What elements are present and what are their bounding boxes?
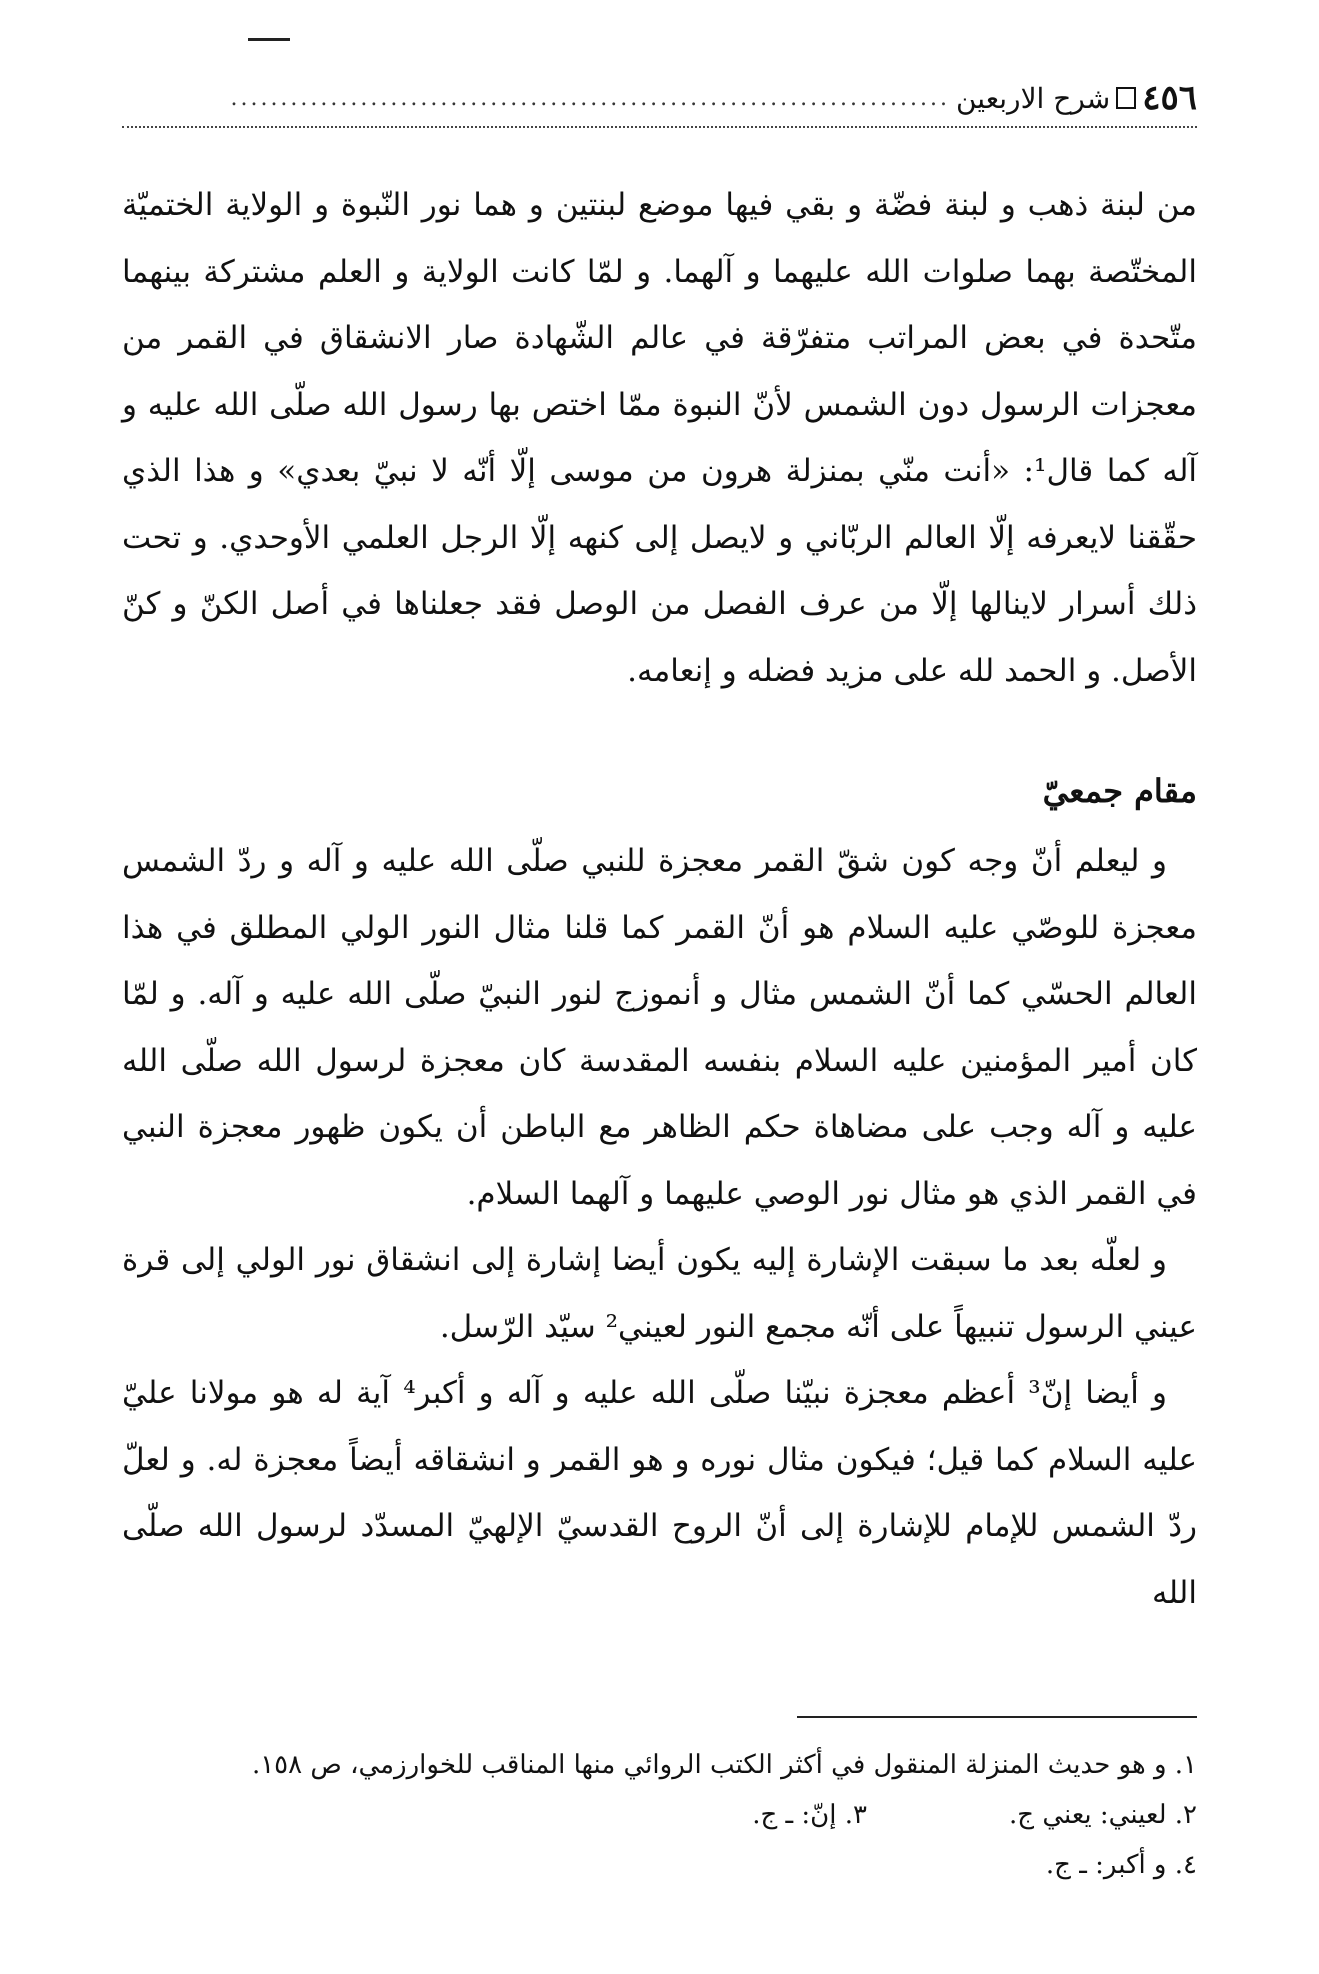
footnote-row (122, 1790, 1197, 1840)
footnote-4: ٤. و أكبر: ـ ج. (1045, 1850, 1197, 1880)
top-mark (248, 38, 290, 41)
header-dots: ........................................................................ (230, 85, 950, 111)
paragraph-3: و لعلّه بعد ما سبقت الإشارة إليه يكون أيضا إشارة إلى انشقاق نور الولي إلى قرة عيني الرسول تنبيهاً على أنّه مجمع النور لعيني² سيّد الرّسل. (122, 1242, 1197, 1345)
header-rule (122, 126, 1197, 128)
footnote-2: ٢. لعيني: يعني ج. (1009, 1800, 1197, 1830)
section-heading: مقام جمعيّ (1042, 772, 1197, 810)
paragraph-1: من لبنة ذهب و لبنة فضّة و بقي فيها موضع لبنتين و هما نور النّبوة و الولاية الختميّة المختّصة بهما صلوات الله عليهما و آلهما. و لمّا كانت الولاية و العلم مشتركة بينهما متّحدة في بعض المراتب متفرّقة في عالم الشّهادة صار الانشقاق في القمر من معجزات الرسول دون الشمس لأنّ النبوة ممّا اختص بها رسول الله صلّى الله عليه و آله كما قال¹: «أنت منّي بمنزلة هرون من موسى إلّا أنّه لا نبيّ بعدي» و هذا الذي حقّقنا لايعرفه إلّا العالم الربّاني و لايصل إلى كنهه إلّا الرجل العلمي الأوحدي. و تحت ذلك أسرار لاينالها إلّا من عرف الفصل من الوصل فقد جعلناها في أصل الكنّ و كنّ الأصل. و الحمد لله على مزيد فضله و إنعامه. (122, 187, 1197, 689)
main-text (122, 172, 1197, 1626)
footnotes (122, 1740, 1197, 1890)
footnote-1: ١. و هو حديث المنزلة المنقول في أكثر الكتب الروائي منها المناقب للخوارزمي، ص ١٥٨. (251, 1750, 1197, 1780)
footnote-rule (797, 1716, 1197, 1718)
running-header (122, 78, 1197, 118)
book-title: شرح الاربعين (955, 81, 1111, 115)
paragraph-4: و أيضا إنّ³ أعظم معجزة نبيّنا صلّى الله عليه و آله و أكبر⁴ آية له هو مولانا عليّ عليه السلام كما قيل؛ فيكون مثال نوره و هو القمر و انشقاقه أيضاً معجزة له. و لعلّ ردّ الشمس للإمام للإشارة إلى أنّ الروح القدسيّ الإلهيّ المسدّد لرسول الله صلّى الله (122, 1375, 1197, 1611)
page-number: ٤٥٦ (1142, 78, 1197, 118)
footnote-3: ٣. إنّ: ـ ج. (752, 1800, 867, 1830)
paragraph-2: و ليعلم أنّ وجه كون شقّ القمر معجزة للنبي صلّى الله عليه و آله و ردّ الشمس معجزة للوصّي عليه السلام هو أنّ القمر كما قلنا مثال النور الولي المطلق في هذا العالم الحسّي كما أنّ الشمس مثال و أنموزج لنور النبيّ صلّى الله عليه و آله. و لمّا كان أمير المؤمنين عليه السلام بنفسه المقدسة كان معجزة لرسول الله صلّى الله عليه و آله وجب على مضاهاة حكم الظاهر مع الباطن أن يكون ظهور معجزة النبي في القمر الذي هو مثال نور الوصي عليهما و آلهما السلام. (122, 843, 1197, 1212)
header-box-icon (1116, 87, 1136, 109)
